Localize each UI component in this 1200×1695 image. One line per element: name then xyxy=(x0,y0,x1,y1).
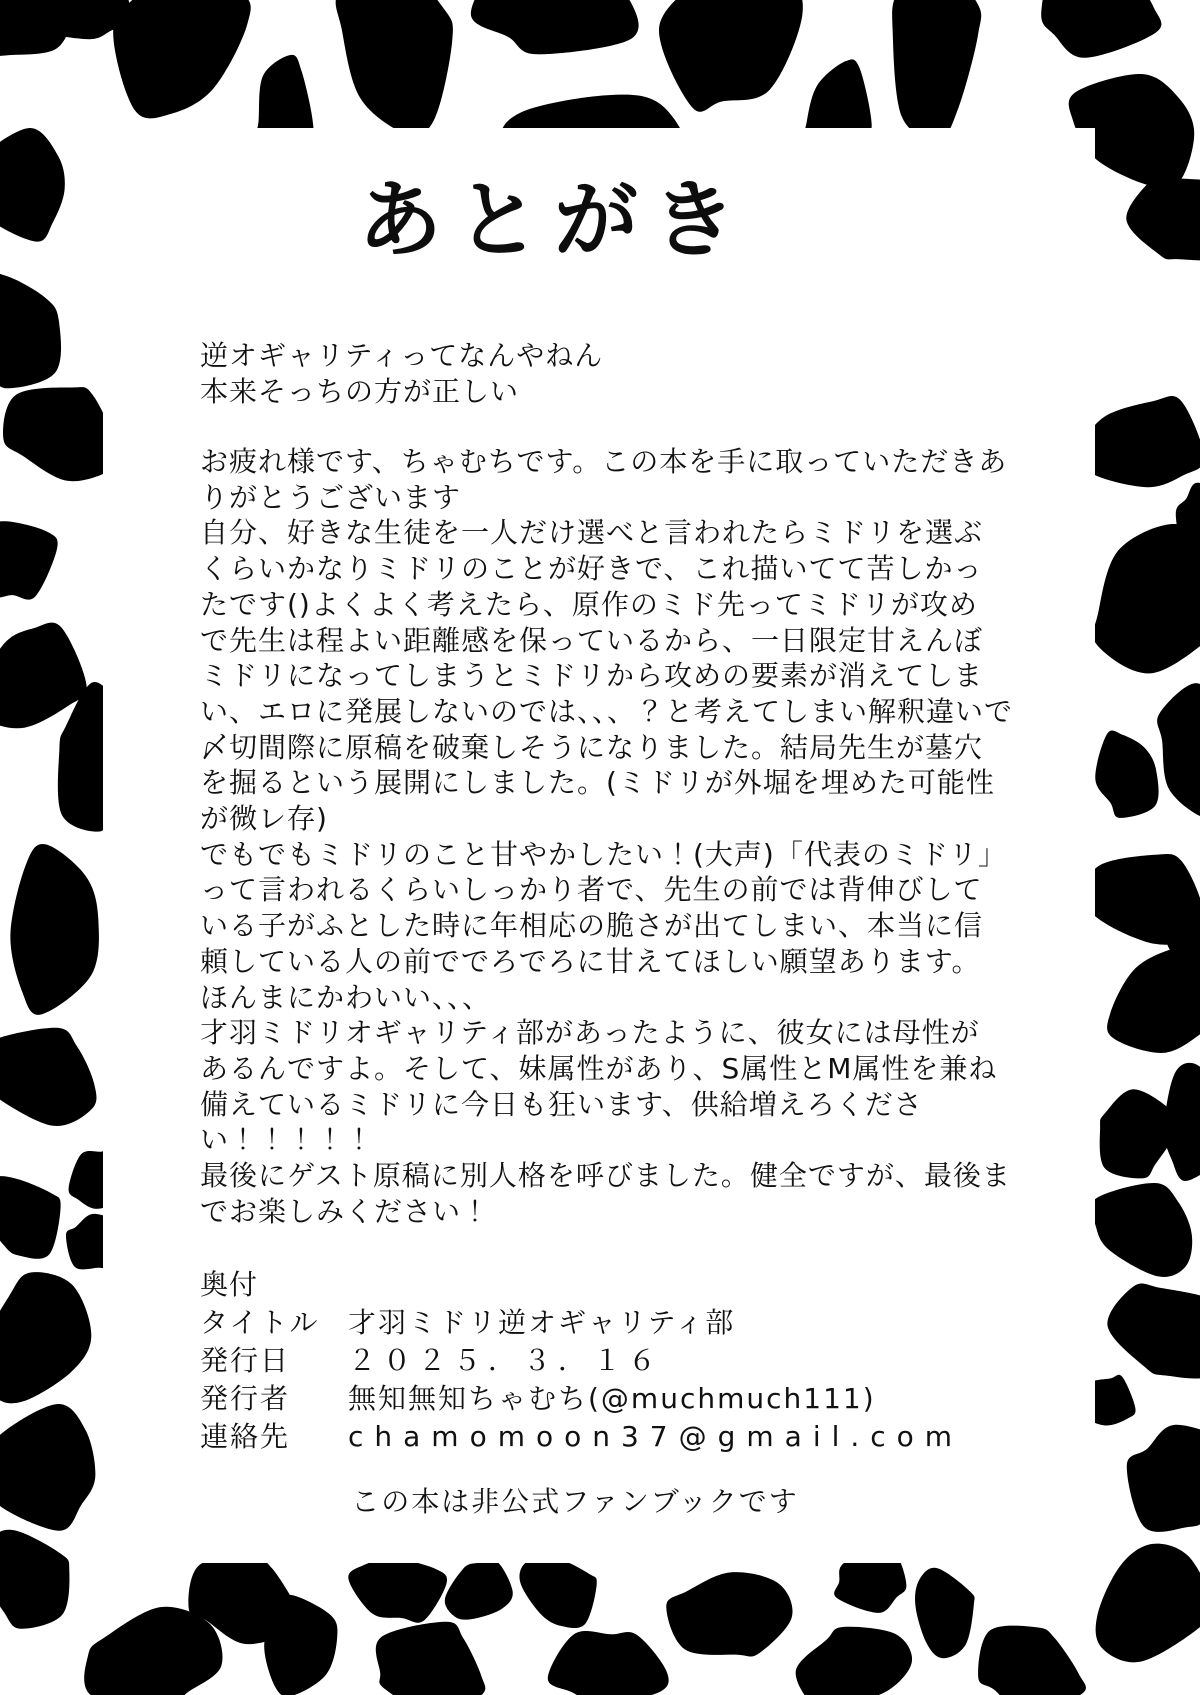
colophon-label: 連絡先 xyxy=(200,1420,291,1453)
text-line: りがとうございます xyxy=(200,480,462,514)
text-line: い！！！！！ xyxy=(200,1123,375,1157)
text-line: を掘るという展開にしました。(ミドリが外堀を埋めた可能性 xyxy=(200,766,995,800)
text-line: 頼している人の前ででろでろに甘えてほしい願望あります。 xyxy=(200,944,981,978)
content-panel xyxy=(103,128,1095,1563)
colophon-value: ２０２５．３．１６ xyxy=(348,1344,664,1377)
text-line: くらいかなりミドリのことが好きで、これ描いてて苦しかっ xyxy=(200,552,983,586)
text-line: が微レ存) xyxy=(200,802,328,836)
text-line: 自分、好きな生徒を一人だけ選べと言われたらミドリを選ぶ xyxy=(200,516,984,550)
text-line: でもでもミドリのこと甘やかしたい！(大声)「代表のミドリ」 xyxy=(200,837,1007,871)
text-line: 才羽ミドリオギャリティ部があったように、彼女には母性が xyxy=(200,1016,980,1050)
intro-block xyxy=(200,338,1035,410)
colophon-row-title xyxy=(200,1304,1035,1342)
colophon-label: 発行者 xyxy=(200,1382,291,1415)
text-line: 最後にゲスト原稿に別人格を呼びました。健全ですが、最後ま xyxy=(200,1159,1011,1193)
text-line: でお楽しみください！ xyxy=(200,1194,491,1228)
text-line: い、エロに発展しないのでは、、、？と考えてしまい解釈違いで xyxy=(200,694,1014,728)
colophon-row-date xyxy=(200,1342,1035,1380)
colophon-value: chamomoon37@gmail.com xyxy=(348,1420,964,1453)
text-line: ほんまにかわいい、、、 xyxy=(200,980,492,1014)
text-line: 備えているミドリに今日も狂います、供給増えろくださ xyxy=(200,1087,923,1121)
disclaimer-text: この本は非公式ファンブックです xyxy=(351,1485,799,1518)
colophon-value: 才羽ミドリ逆オギャリティ部 xyxy=(348,1306,736,1339)
text-line: たです()よくよく考えたら、原作のミド先ってミドリが攻め xyxy=(200,587,978,621)
text-line: で先生は程よい距離感を保っているから、一日限定甘えんぼ xyxy=(200,623,984,657)
text-line: って言われるくらいしっかり者で、先生の前では背伸びして xyxy=(200,873,983,907)
colophon-heading: 奥付 xyxy=(200,1268,259,1301)
text-line: ミドリになってしまうとミドリから攻めの要素が消えてしま xyxy=(200,659,984,693)
text-line: あるんですよ。そして、妹属性があり、S属性とM属性を兼ね xyxy=(200,1051,998,1085)
text-line: 〆切間際に原稿を破棄しそうになりました。結局先生が墓穴 xyxy=(200,730,984,764)
colophon-block xyxy=(200,1266,1035,1456)
text-line: いる子がふとした時に年相応の脆さが出てしまい、本当に信 xyxy=(200,909,984,943)
text-line: 本来そっちの方が正しい xyxy=(200,375,520,408)
page-title: あとがき xyxy=(357,171,750,269)
text-line: 逆オギャリティってなんやねん xyxy=(200,339,604,372)
colophon-row-contact xyxy=(200,1418,1035,1456)
body-block xyxy=(200,444,1035,1229)
colophon-value: 無知無知ちゃむち(@muchmuch111) xyxy=(348,1382,876,1415)
colophon-row-publisher xyxy=(200,1380,1035,1418)
colophon-label: 発行日 xyxy=(200,1344,291,1377)
colophon-label: タイトル xyxy=(200,1306,320,1339)
text-line: お疲れ様です、ちゃむちです。この本を手に取っていただきあ xyxy=(200,445,1008,478)
